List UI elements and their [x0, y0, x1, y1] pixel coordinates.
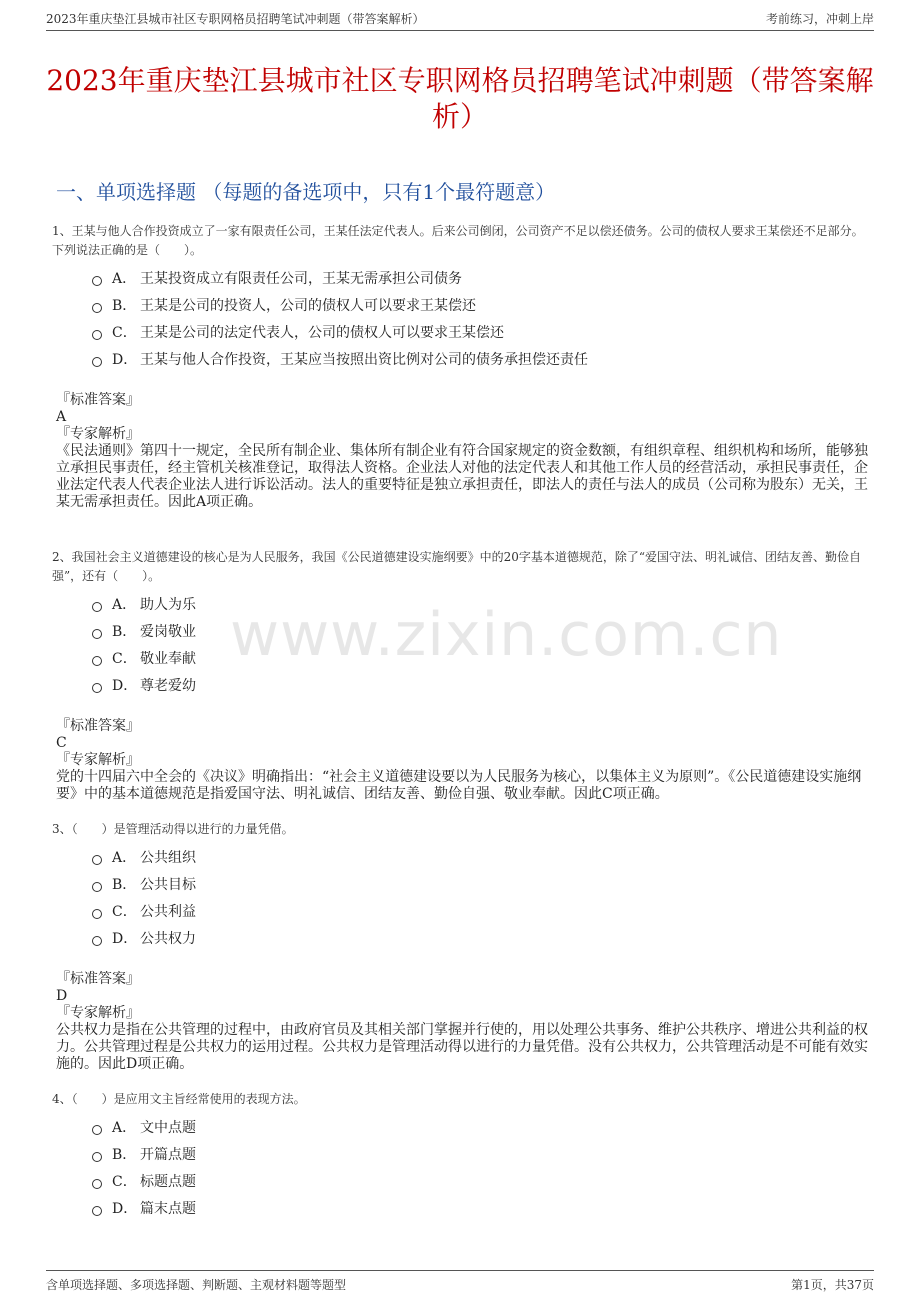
option-text: 王某是公司的法定代表人，公司的债权人可以要求王某偿还: [140, 324, 504, 341]
header-slogan: 考前练习，冲刺上岸: [765, 12, 874, 26]
option-letter: B．: [112, 876, 137, 893]
option-c[interactable]: [92, 1167, 868, 1194]
radio-icon[interactable]: [92, 1179, 102, 1189]
radio-icon[interactable]: [92, 683, 102, 693]
answer-area: [52, 392, 868, 511]
option-list: [52, 590, 868, 698]
option-text: 公共目标: [140, 876, 196, 893]
radio-icon[interactable]: [92, 629, 102, 639]
radio-icon[interactable]: [92, 1152, 102, 1162]
radio-icon[interactable]: [92, 357, 102, 367]
option-d[interactable]: [92, 345, 868, 372]
option-letter: A．: [112, 1119, 137, 1136]
option-text: 爱岗敬业: [140, 623, 196, 640]
option-b[interactable]: [92, 617, 868, 644]
radio-icon[interactable]: [92, 330, 102, 340]
option-letter: D．: [112, 351, 138, 368]
answer-label: 『标准答案』: [56, 718, 140, 734]
option-d[interactable]: [92, 671, 868, 698]
radio-icon[interactable]: [92, 276, 102, 286]
option-b[interactable]: [92, 870, 868, 897]
option-text: 篇末点题: [140, 1200, 196, 1217]
answer-value: C: [56, 735, 67, 751]
radio-icon[interactable]: [92, 936, 102, 946]
option-text: 公共权力: [140, 930, 196, 947]
option-letter: A．: [112, 596, 137, 613]
question-2: [52, 548, 868, 803]
question-prompt: 下列说法正确的是（ ）。: [52, 243, 203, 257]
question-4: [52, 1090, 868, 1221]
answer-area: [52, 718, 868, 803]
section-heading: 一、单项选择题 （每题的备选项中，只有1个最符题意）: [56, 180, 556, 204]
option-letter: C．: [112, 1173, 137, 1190]
analysis-text: 《民法通则》第四十一规定，全民所有制企业、集体所有制企业有符合国家规定的资金数额，有组织章程、组织机构和场所，能够独立承担民事责任，经主管机关核准登记，取得法人资格。企业法人对他的法定代表人和其他工作人员的经营活动，承担民事责任，企业法定代表人代表企业法人进行诉讼活动。法人的重要特征是独立承担责任，即法人的责任与法人的成员（公司称为股东）无关，王某无需承担责任。因此A项正确。: [56, 443, 868, 510]
option-letter: D．: [112, 930, 138, 947]
option-letter: A．: [112, 849, 137, 866]
option-text: 敬业奉献: [140, 650, 196, 667]
option-text: 公共组织: [140, 849, 196, 866]
radio-icon[interactable]: [92, 882, 102, 892]
analysis-label: 『专家解析』: [56, 752, 140, 768]
option-letter: A．: [112, 270, 137, 287]
option-text: 开篇点题: [140, 1146, 196, 1163]
option-text: 文中点题: [140, 1119, 196, 1136]
option-list: [52, 1113, 868, 1221]
answer-area: [52, 971, 868, 1073]
answer-label: 『标准答案』: [56, 971, 140, 987]
header-doc-title: 2023年重庆垫江县城市社区专职网格员招聘笔试冲刺题（带答案解析）: [46, 12, 425, 26]
option-b[interactable]: [92, 291, 868, 318]
option-letter: C．: [112, 650, 137, 667]
analysis-label: 『专家解析』: [56, 426, 140, 442]
answer-label: 『标准答案』: [56, 392, 140, 408]
option-a[interactable]: [92, 264, 868, 291]
running-footer: [46, 1270, 874, 1293]
radio-icon[interactable]: [92, 1206, 102, 1216]
option-text: 尊老爱幼: [140, 677, 196, 694]
question-stem: 3、（ ）是管理活动得以进行的力量凭借。: [52, 822, 294, 836]
running-header: [46, 10, 874, 31]
question-1: [52, 222, 868, 511]
option-text: 王某与他人合作投资，王某应当按照出资比例对公司的债务承担偿还责任: [140, 351, 588, 368]
option-letter: D．: [112, 677, 138, 694]
option-letter: C．: [112, 324, 137, 341]
option-letter: C．: [112, 903, 137, 920]
option-list: [52, 843, 868, 951]
radio-icon[interactable]: [92, 855, 102, 865]
answer-value: D: [56, 988, 68, 1004]
radio-icon[interactable]: [92, 1125, 102, 1135]
footer-question-types: 含单项选择题、多项选择题、判断题、主观材料题等题型: [46, 1278, 347, 1292]
option-letter: B．: [112, 623, 137, 640]
option-d[interactable]: [92, 924, 868, 951]
analysis-text: 公共权力是指在公共管理的过程中，由政府官员及其相关部门掌握并行使的，用以处理公共事务、维护公共秩序、增进公共利益的权力。公共管理过程是公共权力的运用过程。公共权力是管理活动得以进行的力量凭借。没有公共权力，公共管理活动是不可能有效实施的。因此D项正确。: [56, 1022, 868, 1072]
answer-value: A: [56, 409, 67, 425]
option-text: 王某是公司的投资人，公司的债权人可以要求王某偿还: [140, 297, 476, 314]
option-text: 王某投资成立有限责任公司，王某无需承担公司债务: [140, 270, 462, 287]
option-list: [52, 264, 868, 372]
watermark: www.zixin.com.cn: [230, 600, 783, 670]
option-a[interactable]: [92, 843, 868, 870]
option-c[interactable]: [92, 318, 868, 345]
radio-icon[interactable]: [92, 909, 102, 919]
question-stem: 1、王某与他人合作投资成立了一家有限责任公司，王某任法定代表人。后来公司倒闭，公司资产不足以偿还债务。公司的债权人要求王某偿还不足部分。: [52, 224, 864, 238]
option-d[interactable]: [92, 1194, 868, 1221]
option-b[interactable]: [92, 1140, 868, 1167]
option-letter: B．: [112, 1146, 137, 1163]
option-text: 公共利益: [140, 903, 196, 920]
option-a[interactable]: [92, 1113, 868, 1140]
document-title: 2023年重庆垫江县城市社区专职网格员招聘笔试冲刺题（带答案解析）: [46, 63, 874, 133]
radio-icon[interactable]: [92, 303, 102, 313]
option-c[interactable]: [92, 897, 868, 924]
radio-icon[interactable]: [92, 602, 102, 612]
page-number: 第1页，共37页: [791, 1278, 874, 1292]
option-letter: B．: [112, 297, 137, 314]
option-a[interactable]: [92, 590, 868, 617]
analysis-label: 『专家解析』: [56, 1005, 140, 1021]
question-3: [52, 820, 868, 1073]
option-text: 标题点题: [140, 1173, 196, 1190]
option-letter: D．: [112, 1200, 138, 1217]
option-c[interactable]: [92, 644, 868, 671]
question-stem: 4、（ ）是应用文主旨经常使用的表现方法。: [52, 1092, 306, 1106]
question-stem: 2、我国社会主义道德建设的核心是为人民服务，我国《公民道德建设实施纲要》中的20字基本道德规范，除了“爱国守法、明礼诚信、团结友善、勤俭自强”，还有（ ）。: [52, 550, 862, 583]
radio-icon[interactable]: [92, 656, 102, 666]
analysis-text: 党的十四届六中全会的《决议》明确指出：“社会主义道德建设要以为人民服务为核心，以集体主义为原则”。《公民道德建设实施纲要》中的基本道德规范是指爱国守法、明礼诚信、团结友善、勤俭自强、敬业奉献。因此C项正确。: [56, 769, 862, 802]
option-text: 助人为乐: [140, 596, 196, 613]
